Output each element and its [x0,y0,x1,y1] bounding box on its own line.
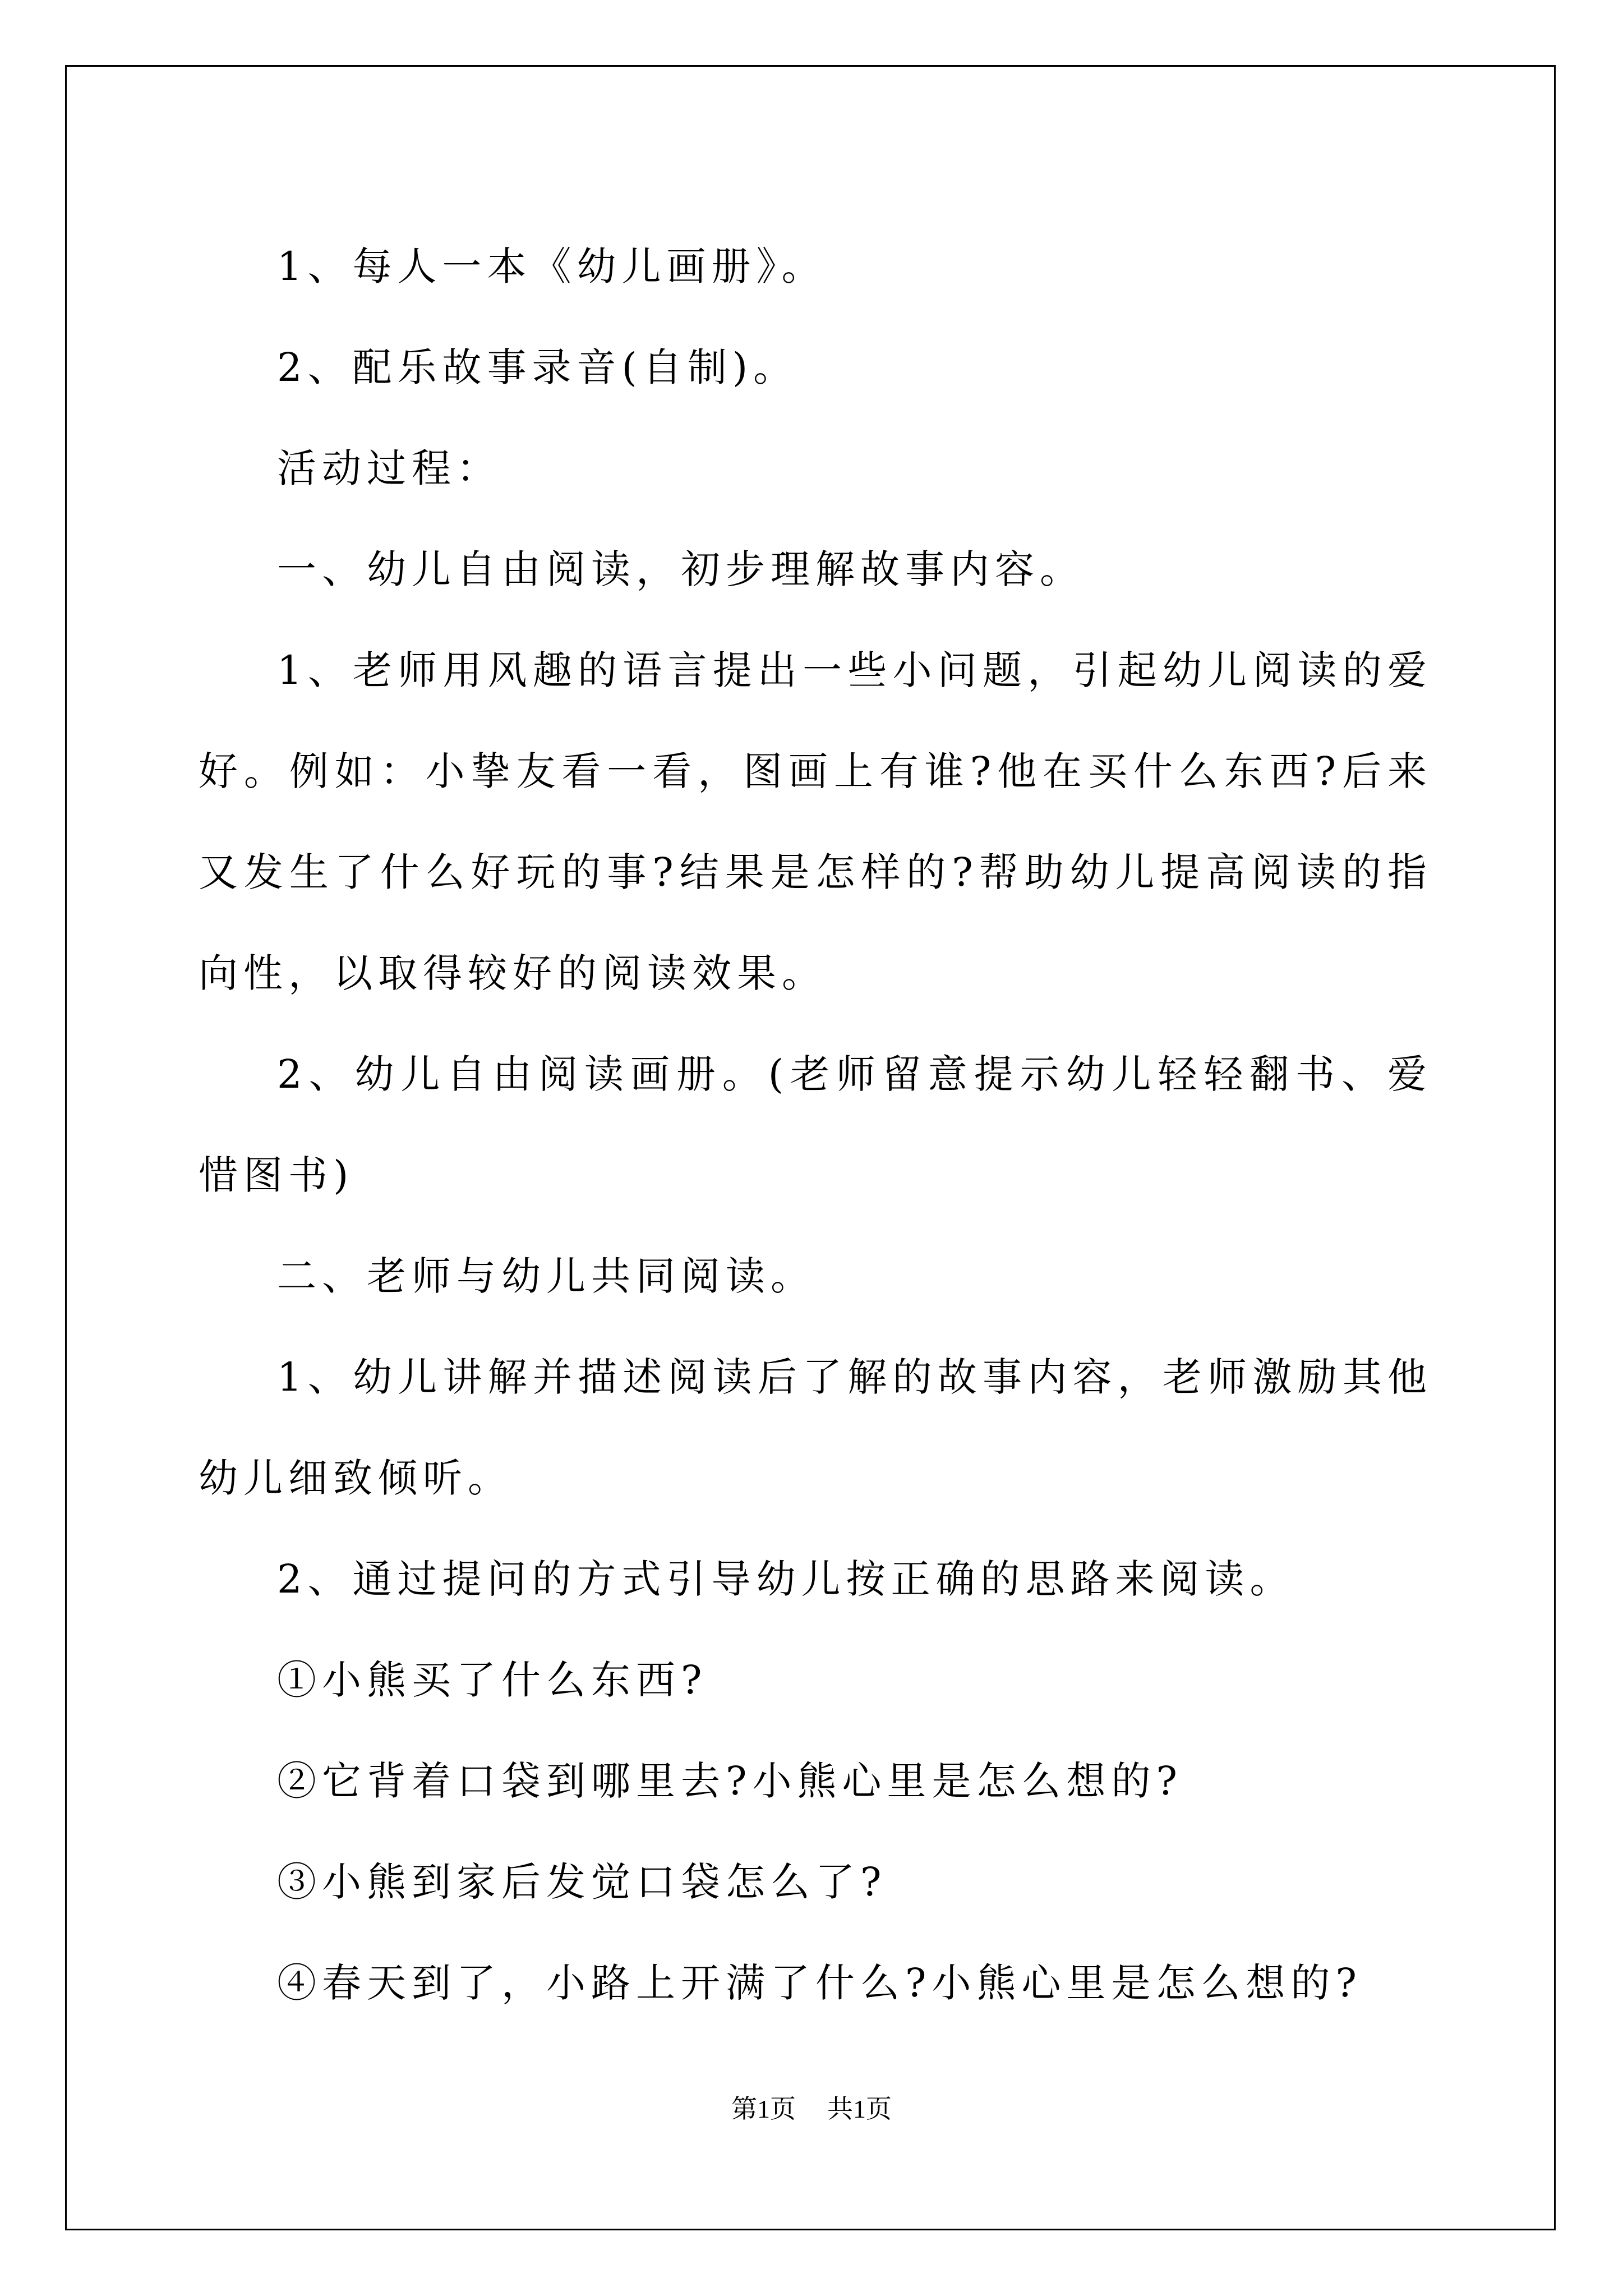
page-total: 共1页 [827,2095,892,2123]
paragraph-material-2: 2、配乐故事录音(自制)。 [277,344,799,390]
page-number: 第1页 [731,2095,796,2123]
paragraph-step-1-2: 2、幼儿自由阅读画册。(老师留意提示幼儿轻轻翻书、爱惜图书) [199,1051,1432,1198]
paragraph-step-1-1: 1、老师用风趣的语言提出一些小问题，引起幼儿阅读的爱好。例如：小挚友看一看，图画上有谁?他在买什么东西?后来又发生了什么好玩的事?结果是怎样的?帮助幼儿提高阅读的指向性，以取得较好的阅读效果。 [199,647,1432,996]
paragraph-step-2-1: 1、幼儿讲解并描述阅读后了解的故事内容，老师激励其他幼儿细致倾听。 [199,1354,1432,1501]
question-1: ①小熊买了什么东西? [277,1657,708,1703]
paragraph-step-2-2: 2、通过提问的方式引导幼儿按正确的思路来阅读。 [277,1556,1295,1602]
paragraph-material-1: 1、每人一本《幼儿画册》。 [277,243,827,289]
step-heading-1: 一、幼儿自由阅读，初步理解故事内容。 [277,546,1085,592]
page-footer [0,2092,1623,2126]
document-body [199,216,1432,2033]
step-heading-2: 二、老师与幼儿共同阅读。 [277,1253,815,1299]
section-heading-process: 活动过程： [277,445,501,491]
question-4: ④春天到了，小路上开满了什么?小熊心里是怎么想的? [277,1960,1363,2006]
question-2: ②它背着口袋到哪里去?小熊心里是怎么想的? [277,1758,1183,1804]
question-3: ③小熊到家后发觉口袋怎么了? [277,1859,887,1905]
